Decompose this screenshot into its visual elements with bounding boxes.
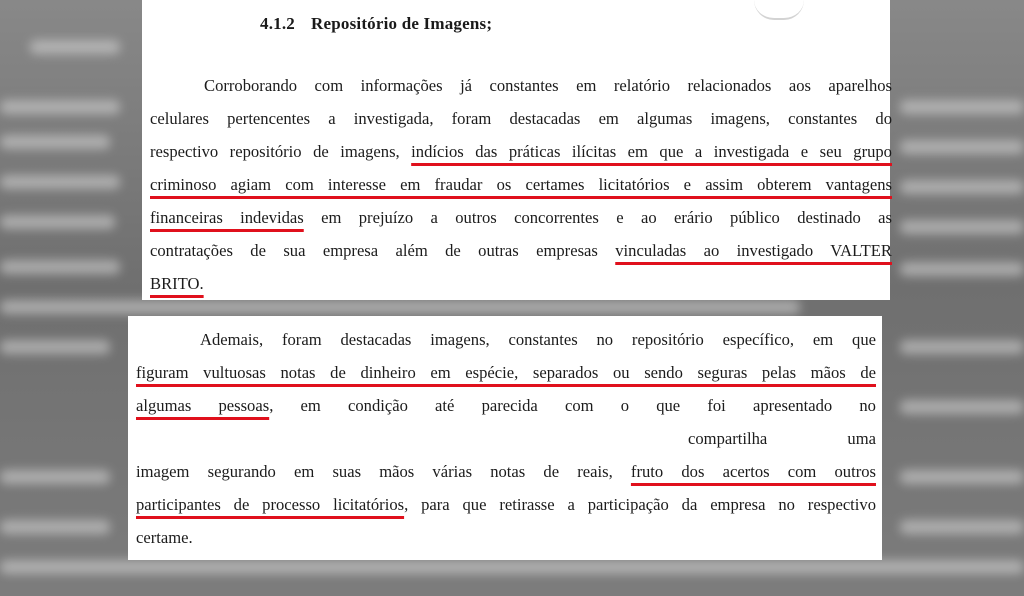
text-segment: Corroborando com informações já constantes em relatório relacionados aos aparelhos <box>204 76 892 95</box>
text-line <box>150 109 892 129</box>
text-line <box>150 208 892 228</box>
underlined-text: BRITO. <box>150 274 204 293</box>
text-line <box>200 330 876 350</box>
text-line <box>150 274 204 294</box>
document-excerpt-top <box>142 0 890 300</box>
text-segment: em prejuízo a outros concorrentes e ao erário público destinado as <box>303 208 892 227</box>
text-line <box>136 396 876 416</box>
text-segment: Ademais, foram destacadas imagens, constantes no repositório específico, em que <box>200 330 876 349</box>
text-segment: contratações de sua empresa além de outras empresas <box>150 241 616 260</box>
stamp-mark-icon <box>754 0 804 20</box>
text-segment: celulares pertencentes a investigada, foram destacadas em algumas imagens, constantes do <box>150 109 892 128</box>
underlined-text: fruto dos acertos com outros <box>630 462 876 481</box>
text-line <box>136 528 193 548</box>
underlined-text: algumas pessoas <box>136 396 270 415</box>
text-line <box>150 241 892 261</box>
text-segment: , em condição até parecida com o que foi apresentado no <box>269 396 876 415</box>
text-line <box>136 495 876 515</box>
section-heading <box>260 14 492 34</box>
text-line <box>204 76 892 96</box>
text-segment: imagem segurando em suas mãos várias notas de reais, <box>136 462 631 481</box>
text-segment: certame. <box>136 528 193 547</box>
underlined-text: participantes de processo licitatórios <box>136 495 405 514</box>
underlined-text: criminoso agiam com interesse em fraudar os certames licitatórios e assim obterem vantagens <box>150 175 892 194</box>
section-number: 4.1.2 <box>260 14 295 33</box>
text-line <box>136 462 876 482</box>
section-title: Repositório de Imagens; <box>311 14 493 33</box>
underlined-text: financeiras indevidas <box>150 208 304 227</box>
document-excerpt-bottom <box>128 316 882 560</box>
text-line <box>150 175 892 195</box>
underlined-text: indícios das práticas ilícitas em que a investigada e seu grupo <box>411 142 892 161</box>
text-line <box>150 142 892 162</box>
text-segment: , para que retirasse a participação da empresa no respectivo <box>404 495 876 514</box>
underlined-text: figuram vultuosas notas de dinheiro em espécie, separados ou sendo seguras pelas mãos de <box>136 363 876 382</box>
text-line <box>136 363 876 383</box>
text-segment: respectivo repositório de imagens, <box>150 142 412 161</box>
text-segment: compartilha uma <box>688 429 876 448</box>
text-line <box>688 429 876 449</box>
underlined-text: vinculadas ao investigado VALTER <box>615 241 892 260</box>
